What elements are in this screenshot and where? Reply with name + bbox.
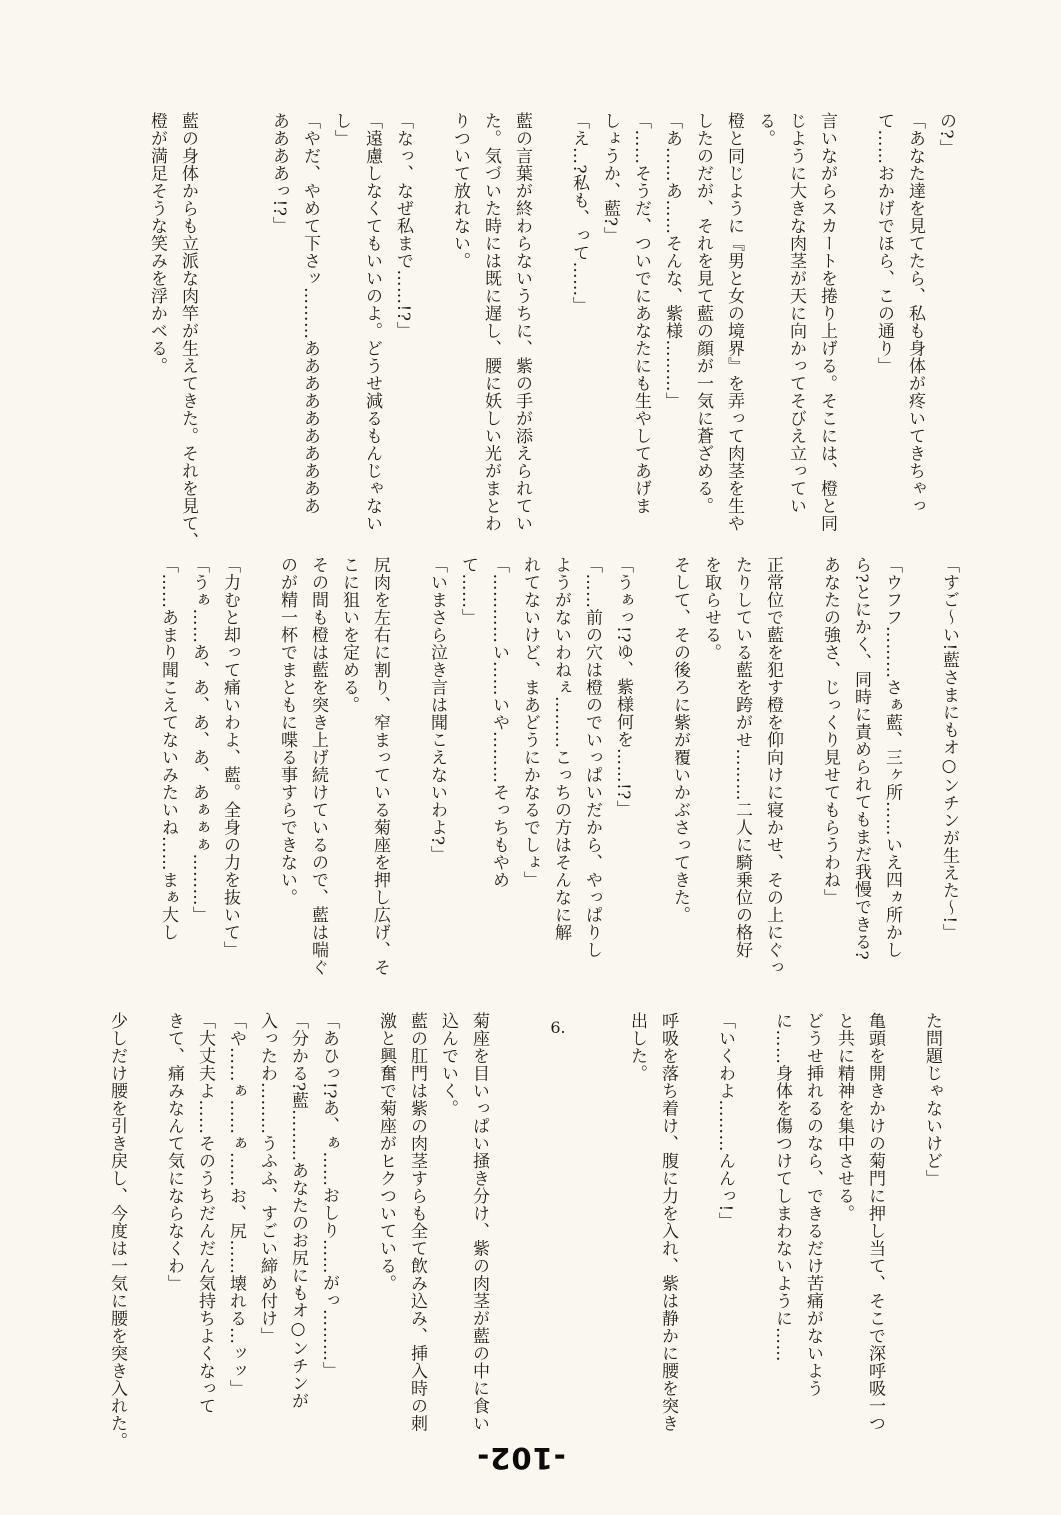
text-column: 「なっ、なぜ私まで……!?」 [393,112,413,339]
text-column: ああああっ!?」 [269,112,289,234]
text-column: 「や……ぁ……ぁ……お、尻……壊れる…ッッ」 [226,1012,246,1397]
text-column: 「……そうだ、ついでにあなたにも生やしてあげま [631,112,651,515]
text-column: 橙が満足そうな笑みを浮かべる。 [147,112,167,375]
text-column: 「あひっ!?あ、ぁ……おしり……がっ………」 [319,1012,339,1379]
text-column: したのだが、それを見て藍の顔が一気に蒼ざめる。 [693,112,713,515]
text-column: 「……前の穴は橙のでいっぱいだから、やっぱりし [582,556,602,959]
text-column: 「あなた達を見てたら、私も身体が疼いてきちゃっ [905,112,925,515]
text-column: 藍の身体からも立派な肉竿が生えてきた。それを見て、 [178,112,198,550]
text-column: 「ウフフ………さぁ藍、三ヶ所……いえ四ヵ所かし [882,556,902,959]
text-column: 込んでいく。 [438,1012,458,1117]
text-column: 少しだけ腰を引き戻し、今度は一気に腰を突き入れた。 [107,1012,127,1450]
section-number: 6. [550,1018,566,1037]
text-column: に……身体を傷つけてしまわないように…… [772,1012,792,1362]
text-column: きて、痛みなんて気にならなくわ」 [164,1012,184,1292]
text-column: た。気づいた時には既に遅し、腰に妖しい光がまとわ [481,112,501,532]
text-column: 「いくわよ………んんっ!」 [715,1012,735,1230]
text-band-middle [152,556,964,998]
text-column: たりしている藍を跨がせ………二人に騎乗位の格好 [732,556,752,959]
text-column: 橙と同じように『男と女の境界』を弄って肉茎を生や [724,112,744,532]
text-column: ら?とにかく、同時に責められてもまだ我慢できる? [851,556,871,961]
text-band-bottom [101,1012,947,1454]
text-column: そして、その後ろに紫が覆いかぶさってきた。 [670,556,690,924]
text-column: 激と興奮で菊座がヒクついている。 [376,1012,396,1292]
text-column: 「すご〜い!藍さまにもオ○ンチンが生えた〜!」 [939,556,959,942]
text-column: 「うぁ……あ、あ、あ、あ、あぁぁぁ………」 [189,556,209,924]
text-column: 「うぁっ!?ゆ、紫様何を……!?」 [613,556,633,818]
text-column: 亀頭を開きかけの菊門に押し当て、そこで深呼吸一つ [865,1012,885,1432]
text-column: ようがないわねぇ………こっちの方はそんなに解 [551,556,571,941]
text-column: 「遠慮しなくてもいいのよ。どうせ減るもんじゃない [362,112,382,532]
text-column: 正常位で藍を犯す橙を仰向けに寝かせ、その上にぐっ [763,556,783,976]
text-column: 藍の肛門は紫の肉茎すらも全て飲み込み、挿入時の刺 [407,1012,427,1432]
text-column: 「あ……あ……そんな、紫様………」 [662,112,682,410]
text-column: 「やだ、やめて下さッ………ああああああああああ [300,112,320,515]
text-column: 菊座を目いっぱい掻き分け、紫の肉茎が藍の中に食い [469,1012,489,1432]
text-column: て……おかげでほら、この通り」 [874,112,894,375]
text-column: 「いまさら泣き言は聞こえないわよ?」 [427,556,447,864]
text-column: れてないけど、まあどうにかなるでしょ」 [520,556,540,889]
text-column: どうせ挿れるのなら、できるだけ苦痛がないよう [803,1012,823,1397]
text-column: し」 [331,112,351,147]
text-column: 「え…?私も、って……」 [569,112,589,315]
text-column: 出した。 [627,1012,647,1082]
text-column: る。 [755,112,775,147]
text-column: りついて放れない。 [450,112,470,270]
section-divider [542,1012,573,1454]
text-column: のが精一杯でまともに喋る事すらできない。 [277,556,297,906]
text-column: あなたの強さ、じっくり見せてもらうわね」 [820,556,840,906]
text-column: 「大丈夫よ……そのうちだんだん気持ちよくなって [195,1012,215,1415]
text-column: その間も橙は藍を突き上げ続けているので、藍は喘ぐ [308,556,328,976]
text-column: 藍の言葉が終わらないうちに、紫の手が添えられてい [512,112,532,532]
text-column: た問題じゃないけど」 [922,1012,942,1187]
text-column: じように大きな肉茎が天に向かってそびえ立ってい [786,112,806,515]
text-column: 「力むと却って痛いわよ、藍。全身の力を抜いて」 [220,556,240,959]
text-column: と共に精神を集中させる。 [834,1012,854,1222]
text-column: 呼吸を落ち着け、腹に力を入れ、紫は静かに腰を突き [658,1012,678,1432]
text-column: 「…………い……いや………そっちもやめ [489,556,509,889]
text-column: 入ったわ………うふふ、すごい締め付け」 [257,1012,277,1345]
text-column: て……」 [458,556,478,626]
text-column: 「……あまり聞こえてないみたいね……まぁ大し [158,556,178,941]
page-number: -102- [476,1441,566,1475]
text-column: しょうか、藍?」 [600,112,620,245]
text-band-top [141,112,961,554]
text-column: を取らせる。 [701,556,721,661]
text-column: 言いながらスカートを捲り上げる。そこには、橙と同 [817,112,837,532]
text-column: 「分かる?藍………あなたのお尻にもオ○ンチンが [288,1012,308,1410]
text-column: の?」 [936,112,956,157]
text-column: 尻肉を左右に割り、窄まっている菊座を押し広げ、そ [370,556,390,976]
text-column: こに狙いを定める。 [339,556,359,714]
